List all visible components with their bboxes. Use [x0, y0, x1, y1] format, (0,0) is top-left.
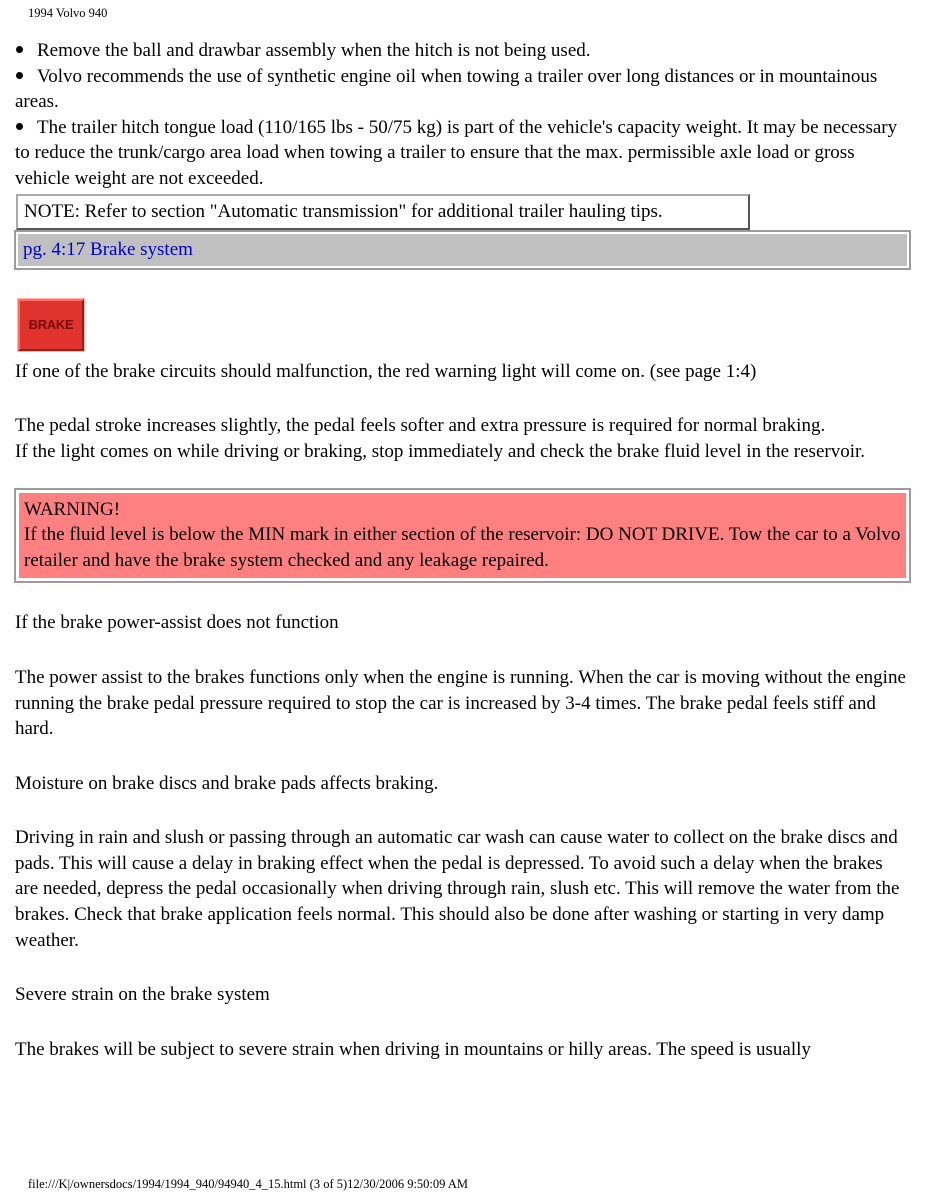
section-header-bar: [16, 232, 909, 268]
page-header: 1994 Volvo 940: [28, 6, 108, 20]
bullet-icon: [15, 38, 37, 64]
brake-warning-light-icon: [18, 299, 84, 351]
paragraph: If the light comes on while driving or braking, stop immediately and check the brake fluid level in the reservoir.: [15, 440, 866, 462]
subheading: Moisture on brake discs and brake pads affects braking.: [15, 772, 439, 794]
paragraph: Driving in rain and slush or passing through an automatic car wash can cause water to collect on the brake discs and pads. This will cause a delay in braking effect when the pedal is depressed. To avoid such a delay when the brakes are needed, depress the pedal occasionally when driving through rain, slush etc. This will remove the water from the brakes. Check that brake application feels normal. This should also be done after washing or starting in very damp weather.: [15, 827, 900, 951]
bullet-item: Remove the ball and drawbar assembly when the hitch is not being used.: [15, 38, 910, 64]
section-link-brake-system[interactable]: pg. 4:17 Brake system: [23, 239, 193, 261]
paragraph: The brakes will be subject to severe strain when driving in mountains or hilly areas. The speed is usually: [15, 1038, 811, 1060]
bullet-icon: [15, 64, 37, 90]
note-text: NOTE: Refer to section "Automatic transmission" for additional trailer hauling tips.: [24, 200, 663, 222]
warning-text: If the fluid level is below the MIN mark in either section of the reservoir: DO NOT DRIVE. Tow the car to a Volvo retailer and have the brake system checked and any leakage repaired.: [24, 524, 901, 571]
document-body: [15, 38, 910, 1062]
brake-icon-label: BRAKE: [28, 316, 74, 332]
bullet-item: The trailer hitch tongue load (110/165 lbs - 50/75 kg) is part of the vehicle's capacity weight. It may be necessary to reduce the trunk/cargo area load when towing a trailer to ensure that the max. permissible axle load or gross vehicle weight are not exceeded.: [15, 116, 898, 189]
bullet-item: Volvo recommends the use of synthetic engine oil when towing a trailer over long distances or in mountainous areas.: [15, 65, 878, 113]
subheading: If the brake power-assist does not function: [15, 612, 339, 634]
bullet-icon: [15, 115, 37, 141]
warning-box: [16, 490, 909, 582]
paragraph: The pedal stroke increases slightly, the pedal feels softer and extra pressure is required for normal braking.: [15, 415, 826, 437]
paragraph: The power assist to the brakes functions only when the engine is running. When the car is moving without the engine running the brake pedal pressure required to stop the car is increased by 3-4 times. The brake pedal feels stiff and hard.: [15, 666, 906, 740]
subheading: Severe strain on the brake system: [15, 984, 270, 1006]
paragraph: If one of the brake circuits should malfunction, the red warning light will come on. (see page 1:4): [15, 360, 757, 382]
warning-title: WARNING!: [24, 498, 121, 520]
page-footer: file:///K|/ownersdocs/1994/1994_940/94940_4_15.html (3 of 5)12/30/2006 9:50:09 AM: [28, 1177, 468, 1191]
note-box: [16, 194, 750, 231]
